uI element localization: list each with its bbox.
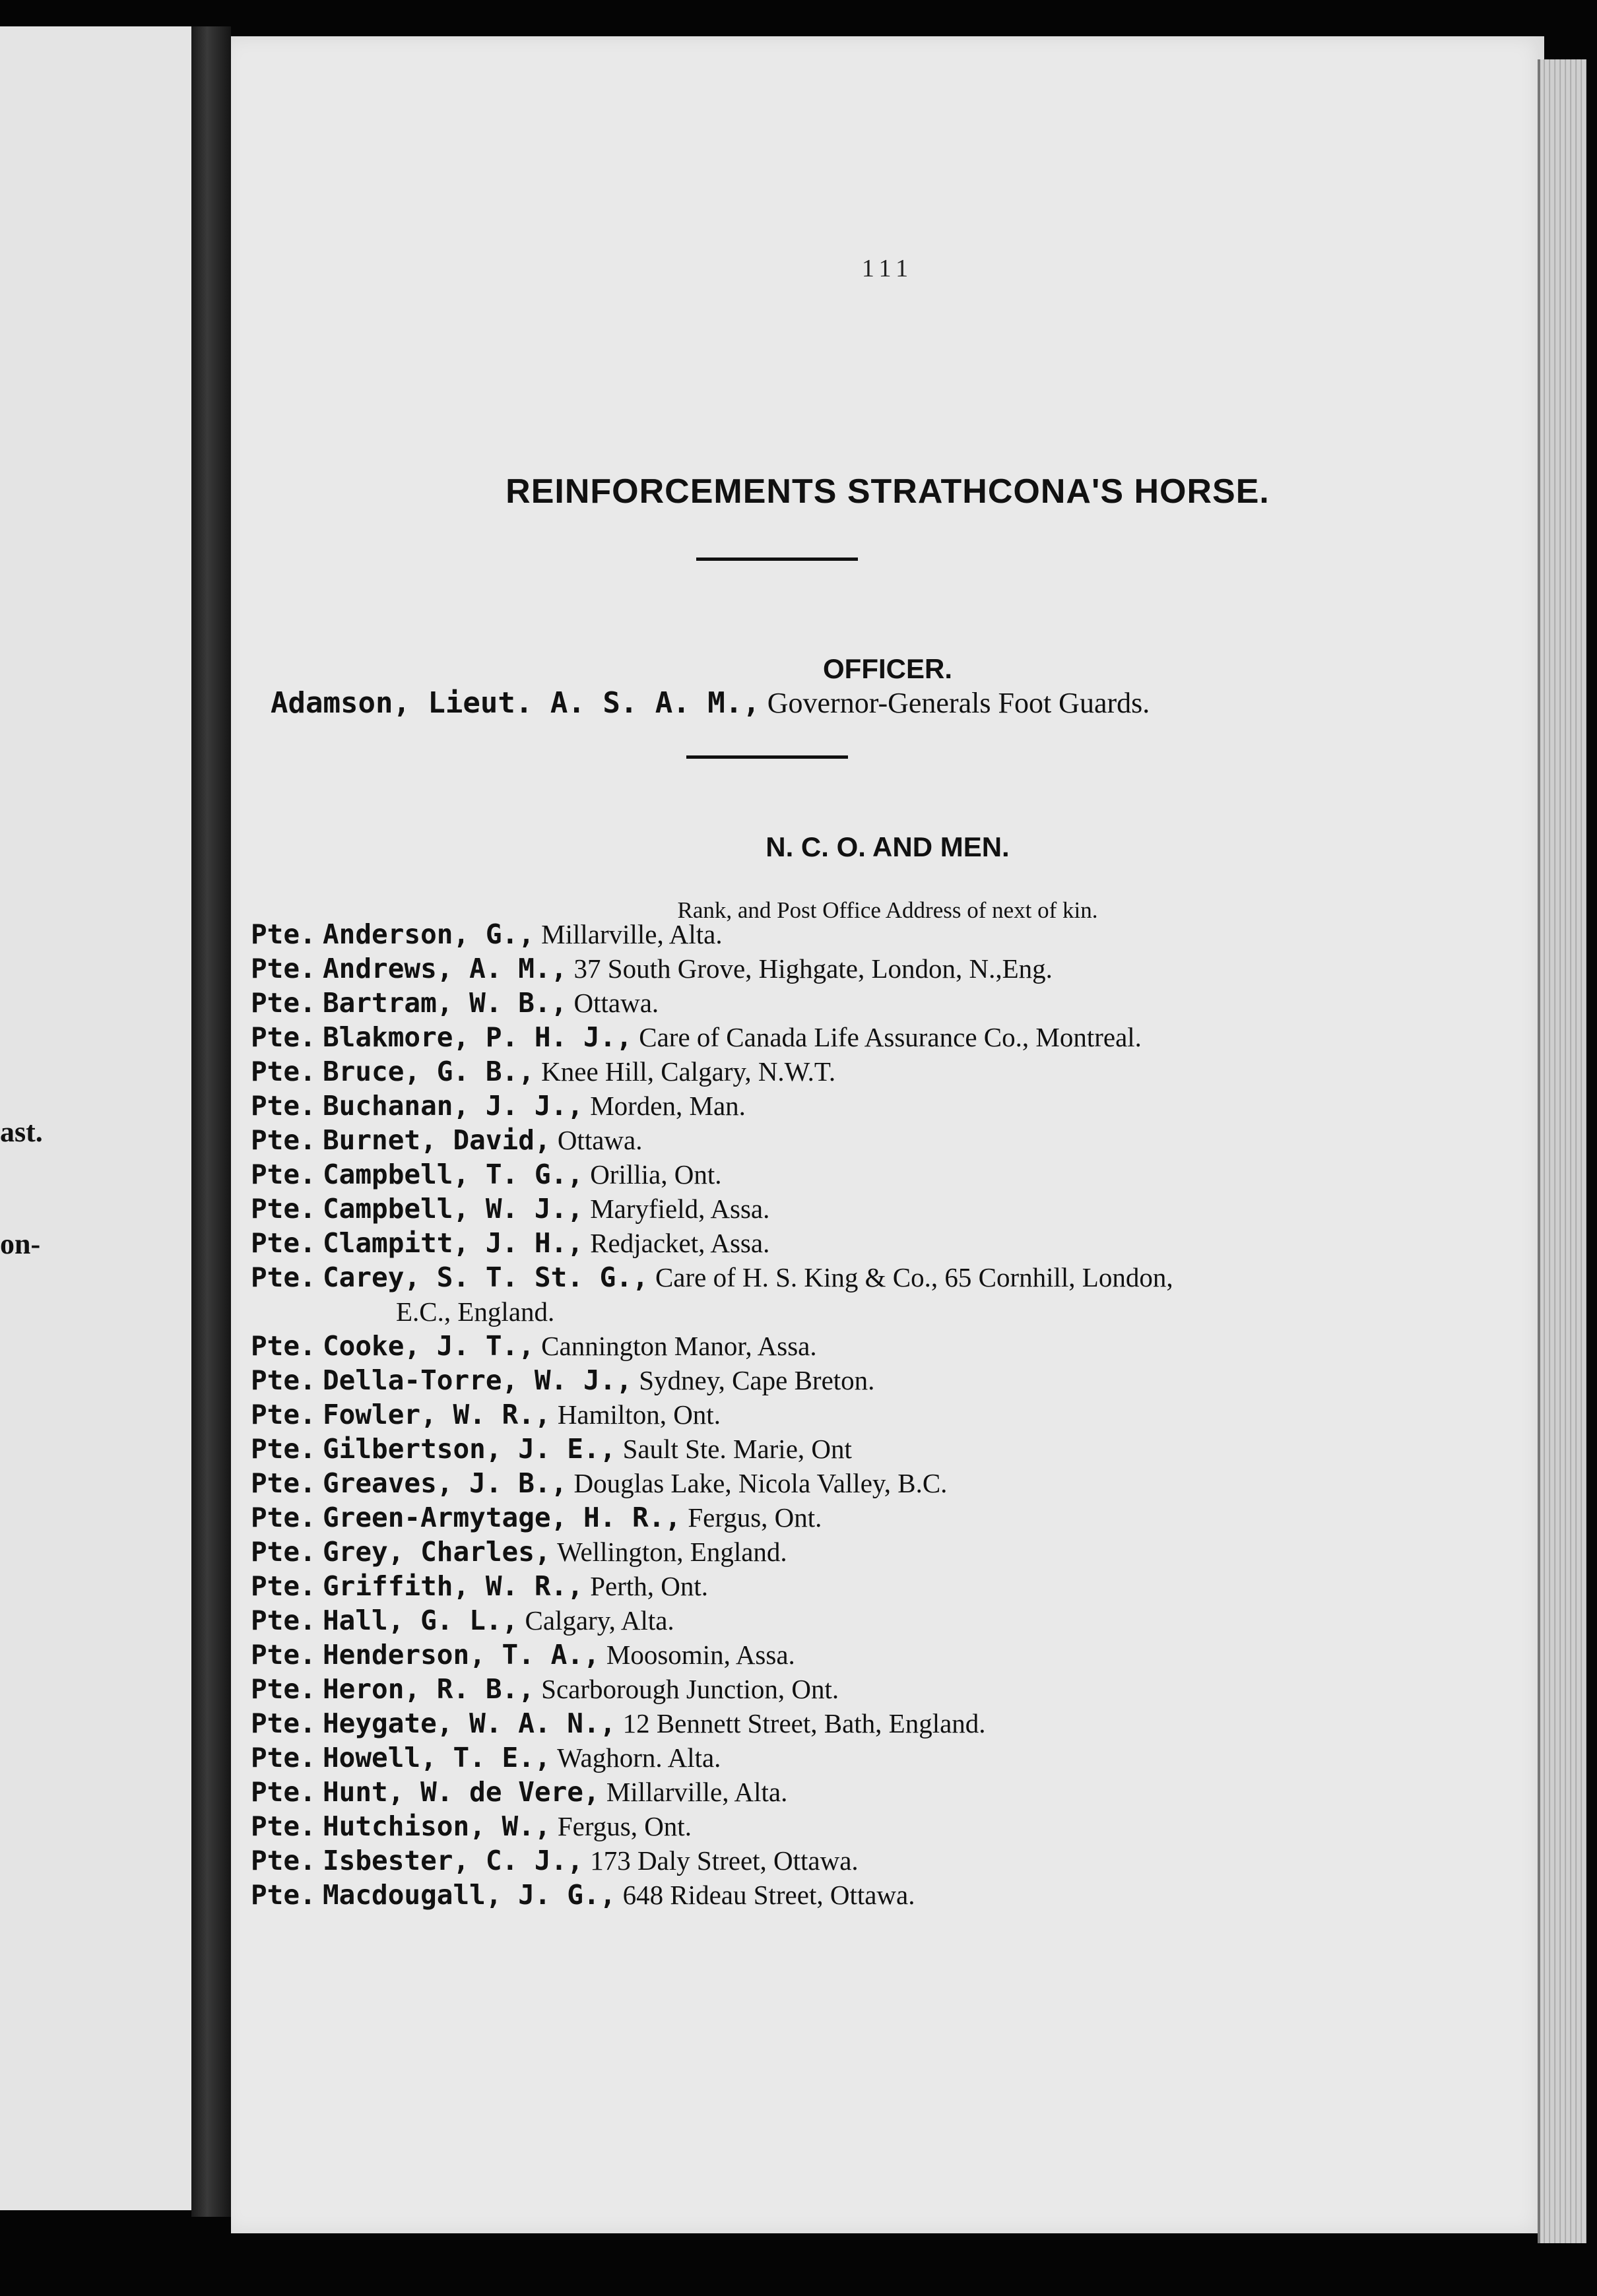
roster-entry xyxy=(251,1123,1491,1157)
page-number: 111 xyxy=(861,255,914,282)
rank: Pte. xyxy=(251,1330,316,1362)
section-divider xyxy=(696,558,858,561)
roster-entry xyxy=(251,1397,1491,1432)
rank: Pte. xyxy=(251,1056,316,1087)
page-title: REINFORCEMENTS STRATHCONA'S HORSE. xyxy=(505,472,1270,511)
roster-entry xyxy=(251,1432,1491,1466)
book-page xyxy=(231,36,1544,2233)
rank: Pte. xyxy=(251,953,316,984)
address: Morden, Man. xyxy=(590,1091,746,1121)
rank: Pte. xyxy=(251,918,316,950)
soldier-name: Clampitt, J. H., xyxy=(323,1227,583,1259)
soldier-name: Green-Armytage, H. R., xyxy=(323,1502,682,1533)
soldier-name: Campbell, T. G., xyxy=(323,1159,583,1190)
roster-entry xyxy=(251,1020,1491,1054)
roster-entry xyxy=(251,1535,1491,1569)
rank: Pte. xyxy=(251,1261,316,1293)
book-spine xyxy=(191,26,231,2217)
roster-entry xyxy=(251,1260,1491,1329)
rank: Pte. xyxy=(251,1639,316,1671)
rank: Pte. xyxy=(251,1399,316,1430)
facing-page-text: on- xyxy=(0,1228,41,1260)
address: Hamilton, Ont. xyxy=(557,1399,721,1430)
address: Cannington Manor, Assa. xyxy=(541,1331,817,1361)
officer-entry xyxy=(271,686,1150,720)
roster-entry xyxy=(251,1672,1491,1706)
soldier-name: Buchanan, J. J., xyxy=(323,1090,583,1122)
soldier-name: Andrews, A. M., xyxy=(323,953,568,984)
address: 173 Daly Street, Ottawa. xyxy=(590,1845,859,1876)
rank: Pte. xyxy=(251,1810,316,1842)
address: Waghorn. Alta. xyxy=(557,1742,721,1773)
rank: Pte. xyxy=(251,1364,316,1396)
soldier-name: Heygate, W. A. N., xyxy=(323,1707,616,1739)
rank: Pte. xyxy=(251,1124,316,1156)
soldier-name: Hutchison, W., xyxy=(323,1810,551,1842)
facing-page-text: ast. xyxy=(0,1116,43,1148)
address: Millarville, Alta. xyxy=(606,1777,788,1807)
soldier-name: Fowler, W. R., xyxy=(323,1399,551,1430)
rank: Pte. xyxy=(251,1845,316,1876)
rank: Pte. xyxy=(251,1879,316,1911)
soldier-name: Bruce, G. B., xyxy=(323,1056,535,1087)
roster-entry xyxy=(251,1466,1491,1500)
address: 648 Rideau Street, Ottawa. xyxy=(622,1880,915,1910)
roster-entry xyxy=(251,1878,1491,1912)
soldier-name: Howell, T. E., xyxy=(323,1742,551,1773)
rank: Pte. xyxy=(251,1707,316,1739)
roster-entry xyxy=(251,1089,1491,1123)
address: Douglas Lake, Nicola Valley, B.C. xyxy=(573,1468,948,1498)
address: Care of H. S. King & Co., 65 Cornhill, London, xyxy=(655,1262,1173,1292)
rank: Pte. xyxy=(251,1605,316,1636)
soldier-name: Grey, Charles, xyxy=(323,1536,551,1568)
address: Care of Canada Life Assurance Co., Montreal. xyxy=(639,1022,1142,1052)
roster-entry xyxy=(251,1157,1491,1192)
rank: Pte. xyxy=(251,1433,316,1465)
roster-entry xyxy=(251,1363,1491,1397)
rank: Pte. xyxy=(251,1021,316,1053)
soldier-name: Anderson, G., xyxy=(323,918,535,950)
address: Ottawa. xyxy=(573,988,659,1018)
roster-entry xyxy=(251,1775,1491,1809)
rank: Pte. xyxy=(251,1536,316,1568)
roster-entry xyxy=(251,1226,1491,1260)
rank: Pte. xyxy=(251,987,316,1019)
soldier-name: Greaves, J. B., xyxy=(323,1467,568,1499)
soldier-name: Gilbertson, J. E., xyxy=(323,1433,616,1465)
soldier-name: Blakmore, P. H. J., xyxy=(323,1021,632,1053)
soldier-name: Griffith, W. R., xyxy=(323,1570,583,1602)
rank: Pte. xyxy=(251,1159,316,1190)
roster-entry xyxy=(251,1569,1491,1603)
address: Maryfield, Assa. xyxy=(590,1194,770,1224)
address: Fergus, Ont. xyxy=(688,1502,822,1533)
address: Millarville, Alta. xyxy=(541,919,723,949)
roster-entry xyxy=(251,1706,1491,1740)
soldier-name: Isbester, C. J., xyxy=(323,1845,583,1876)
roster-entry xyxy=(251,1809,1491,1843)
soldier-name: Bartram, W. B., xyxy=(323,987,568,1019)
roster-entry xyxy=(251,986,1491,1020)
roster-entry xyxy=(251,951,1491,986)
rank: Pte. xyxy=(251,1227,316,1259)
address-continuation: E.C., England. xyxy=(396,1296,555,1327)
address: Moosomin, Assa. xyxy=(606,1640,795,1670)
page-edges xyxy=(1538,59,1586,2243)
address: 37 South Grove, Highgate, London, N.,Eng. xyxy=(573,953,1053,984)
address: Ottawa. xyxy=(557,1125,643,1155)
rank: Pte. xyxy=(251,1090,316,1122)
address: 12 Bennett Street, Bath, England. xyxy=(622,1708,986,1738)
roster-entry xyxy=(251,1638,1491,1672)
officer-heading: OFFICER. xyxy=(823,653,952,684)
soldier-name: Carey, S. T. St. G., xyxy=(323,1261,649,1293)
roster-list xyxy=(251,917,1491,1912)
soldier-name: Campbell, W. J., xyxy=(323,1193,583,1225)
address: Knee Hill, Calgary, N.W.T. xyxy=(541,1056,836,1087)
roster-entry xyxy=(251,1603,1491,1638)
roster-entry xyxy=(251,1843,1491,1878)
soldier-name: Heron, R. B., xyxy=(323,1673,535,1705)
address: Perth, Ont. xyxy=(590,1571,708,1601)
soldier-name: Hall, G. L., xyxy=(323,1605,519,1636)
roster-entry xyxy=(251,1740,1491,1775)
roster-entry xyxy=(251,1054,1491,1089)
rank: Pte. xyxy=(251,1673,316,1705)
address: Calgary, Alta. xyxy=(525,1605,674,1636)
soldier-name: Della-Torre, W. J., xyxy=(323,1364,632,1396)
soldier-name: Macdougall, J. G., xyxy=(323,1879,616,1911)
address: Wellington, England. xyxy=(557,1537,787,1567)
section-divider xyxy=(686,755,848,759)
address: Scarborough Junction, Ont. xyxy=(541,1674,839,1704)
men-heading: N. C. O. AND MEN. xyxy=(766,831,1010,862)
soldier-name: Cooke, J. T., xyxy=(323,1330,535,1362)
roster-entry xyxy=(251,917,1491,951)
soldier-name: Henderson, T. A., xyxy=(323,1639,600,1671)
officer-name: Adamson, Lieut. A. S. A. M., xyxy=(271,686,760,720)
roster-entry xyxy=(251,1329,1491,1363)
roster-entry xyxy=(251,1500,1491,1535)
officer-detail: Governor-Generals Foot Guards. xyxy=(767,687,1150,719)
rank: Pte. xyxy=(251,1502,316,1533)
rank: Pte. xyxy=(251,1467,316,1499)
roster-entry xyxy=(251,1192,1491,1226)
address: Orillia, Ont. xyxy=(590,1159,722,1190)
address: Sydney, Cape Breton. xyxy=(639,1365,875,1395)
rank: Pte. xyxy=(251,1742,316,1773)
address: Redjacket, Assa. xyxy=(590,1228,770,1258)
column-note: Rank, and Post Office Address of next of kin. xyxy=(677,897,1098,923)
address: Fergus, Ont. xyxy=(557,1811,692,1841)
soldier-name: Burnet, David, xyxy=(323,1124,551,1156)
soldier-name: Hunt, W. de Vere, xyxy=(323,1776,600,1808)
rank: Pte. xyxy=(251,1776,316,1808)
facing-page-fragment xyxy=(0,26,195,2210)
rank: Pte. xyxy=(251,1193,316,1225)
address: Sault Ste. Marie, Ont xyxy=(622,1434,852,1464)
rank: Pte. xyxy=(251,1570,316,1602)
